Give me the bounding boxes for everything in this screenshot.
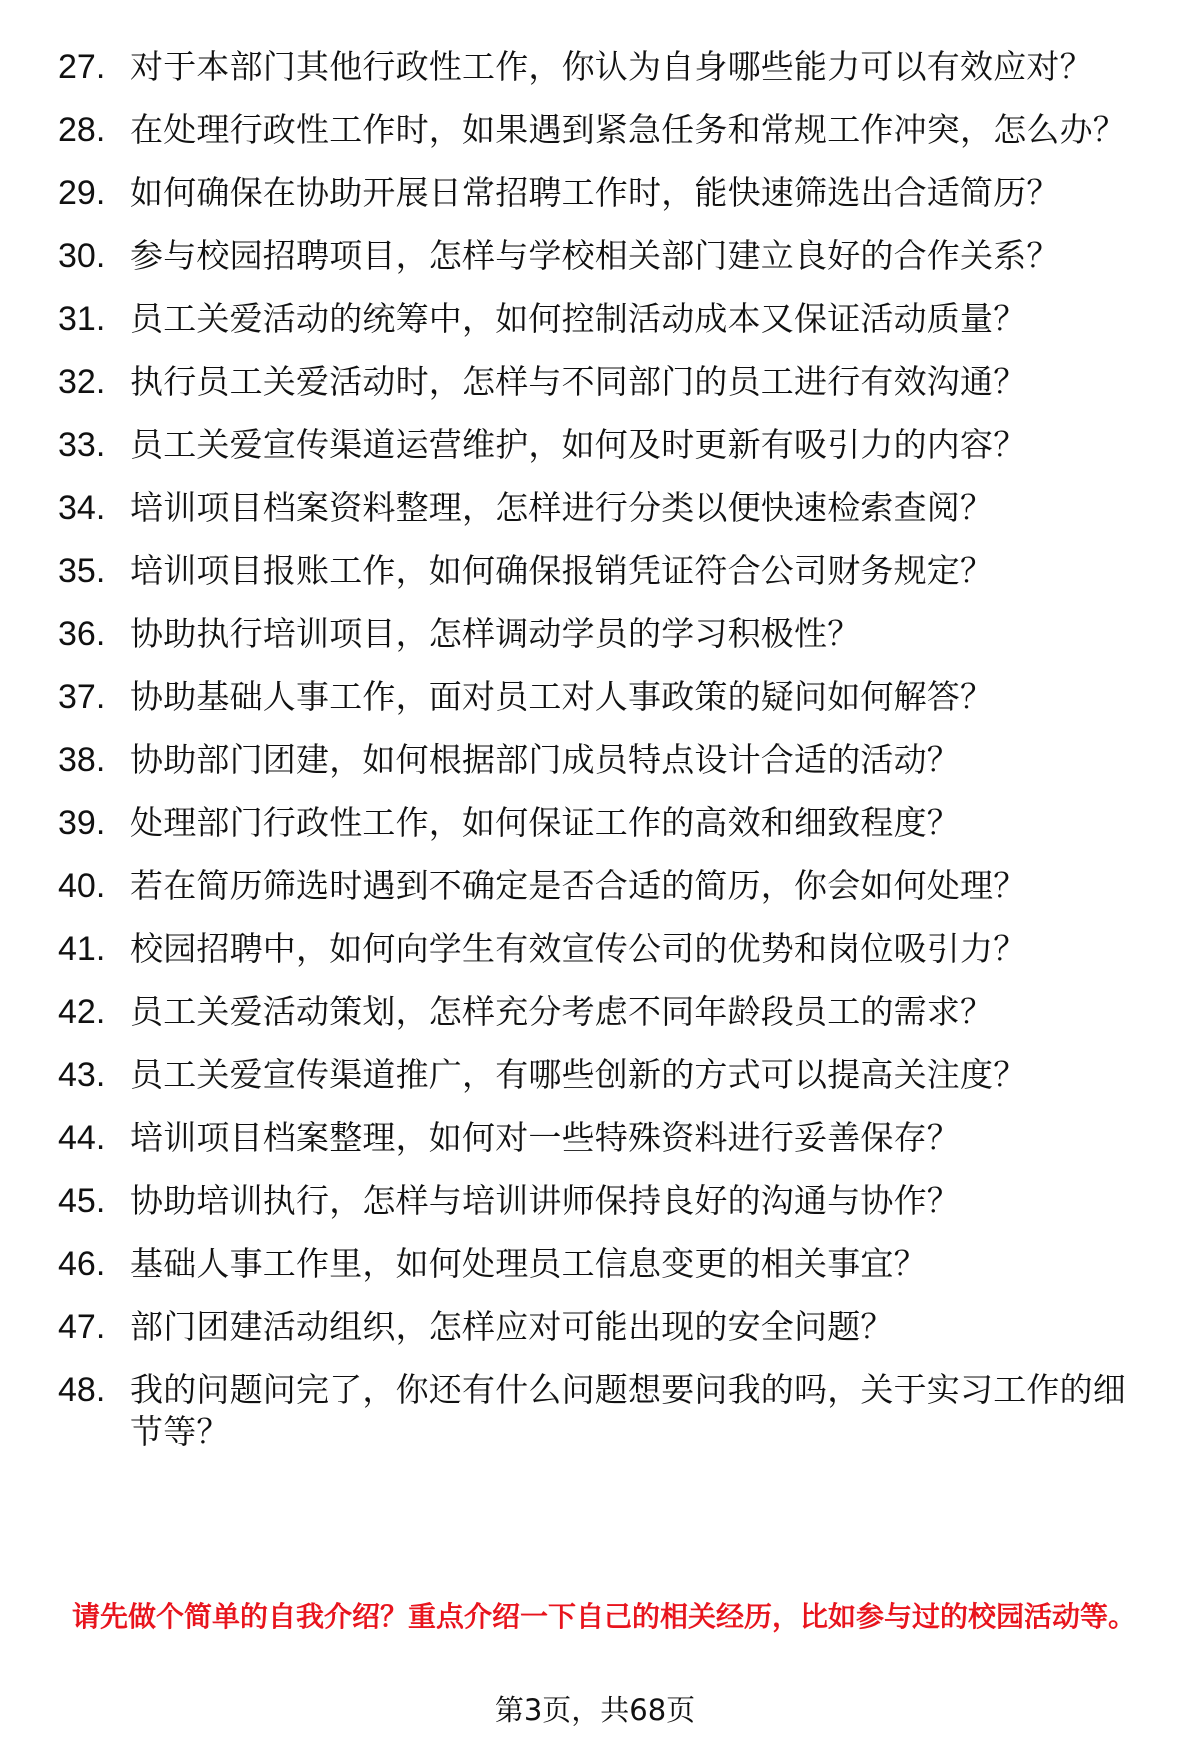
question-list <box>58 46 1148 1474</box>
question-text: 协助培训执行，怎样与培训讲师保持良好的沟通与协作？ <box>130 1181 960 1220</box>
question-item <box>58 1306 1148 1348</box>
question-number: 47. <box>58 1308 106 1346</box>
question-item <box>58 46 1148 88</box>
question-item <box>58 1369 1148 1453</box>
question-item <box>58 550 1148 592</box>
question-text: 员工关爱活动的统筹中，如何控制活动成本又保证活动质量？ <box>130 299 1027 338</box>
question-number: 41. <box>58 930 106 968</box>
question-text: 我的问题问完了，你还有什么问题想要问我的吗，关于实习工作的细节等？ <box>130 1370 1126 1451</box>
question-number: 40. <box>58 867 106 905</box>
question-number: 27. <box>58 48 106 86</box>
question-number: 42. <box>58 993 106 1031</box>
question-text: 员工关爱宣传渠道运营维护，如何及时更新有吸引力的内容？ <box>130 425 1027 464</box>
question-number: 31. <box>58 300 106 338</box>
question-number: 35. <box>58 552 106 590</box>
question-text: 员工关爱活动策划，怎样充分考虑不同年龄段员工的需求？ <box>130 992 994 1031</box>
question-number: 29. <box>58 174 106 212</box>
question-text: 协助部门团建，如何根据部门成员特点设计合适的活动？ <box>130 740 960 779</box>
question-number: 48. <box>58 1371 106 1409</box>
question-item <box>58 235 1148 277</box>
highlight-tip: 请先做个简单的自我介绍？重点介绍一下自己的相关经历，比如参与过的校园活动等。 <box>72 1600 1137 1633</box>
question-item <box>58 865 1148 907</box>
question-text: 培训项目报账工作，如何确保报销凭证符合公司财务规定？ <box>130 551 994 590</box>
question-text: 协助基础人事工作，面对员工对人事政策的疑问如何解答？ <box>130 677 994 716</box>
question-item <box>58 1180 1148 1222</box>
question-number: 30. <box>58 237 106 275</box>
question-number: 34. <box>58 489 106 527</box>
question-number: 45. <box>58 1182 106 1220</box>
question-item <box>58 424 1148 466</box>
question-number: 38. <box>58 741 106 779</box>
page-footer: 第3页，共68页 <box>494 1693 696 1727</box>
question-item <box>58 613 1148 655</box>
question-item <box>58 487 1148 529</box>
question-item <box>58 1117 1148 1159</box>
question-text: 基础人事工作里，如何处理员工信息变更的相关事宜？ <box>130 1244 927 1283</box>
question-text: 如何确保在协助开展日常招聘工作时，能快速筛选出合适简历？ <box>130 173 1060 212</box>
question-item <box>58 172 1148 214</box>
question-text: 处理部门行政性工作，如何保证工作的高效和细致程度？ <box>130 803 960 842</box>
question-item <box>58 739 1148 781</box>
question-number: 46. <box>58 1245 106 1283</box>
question-text: 执行员工关爱活动时，怎样与不同部门的员工进行有效沟通？ <box>130 362 1027 401</box>
question-number: 36. <box>58 615 106 653</box>
question-item <box>58 361 1148 403</box>
question-text: 协助执行培训项目，怎样调动学员的学习积极性？ <box>130 614 861 653</box>
question-text: 在处理行政性工作时，如果遇到紧急任务和常规工作冲突，怎么办？ <box>130 110 1126 149</box>
question-text: 对于本部门其他行政性工作，你认为自身哪些能力可以有效应对？ <box>130 47 1093 86</box>
question-number: 44. <box>58 1119 106 1157</box>
question-text: 校园招聘中，如何向学生有效宣传公司的优势和岗位吸引力？ <box>130 929 1027 968</box>
question-text: 员工关爱宣传渠道推广，有哪些创新的方式可以提高关注度？ <box>130 1055 1027 1094</box>
question-item <box>58 991 1148 1033</box>
question-text: 培训项目档案整理，如何对一些特殊资料进行妥善保存？ <box>130 1118 960 1157</box>
question-number: 43. <box>58 1056 106 1094</box>
question-item <box>58 676 1148 718</box>
question-text: 若在简历筛选时遇到不确定是否合适的简历，你会如何处理？ <box>130 866 1027 905</box>
question-item <box>58 109 1148 151</box>
question-text: 培训项目档案资料整理，怎样进行分类以便快速检索查阅？ <box>130 488 994 527</box>
question-number: 37. <box>58 678 106 716</box>
question-text: 参与校园招聘项目，怎样与学校相关部门建立良好的合作关系？ <box>130 236 1060 275</box>
question-item <box>58 928 1148 970</box>
question-number: 32. <box>58 363 106 401</box>
question-number: 28. <box>58 111 106 149</box>
question-text: 部门团建活动组织，怎样应对可能出现的安全问题？ <box>130 1307 894 1346</box>
question-item <box>58 298 1148 340</box>
question-number: 33. <box>58 426 106 464</box>
question-item <box>58 1054 1148 1096</box>
question-number: 39. <box>58 804 106 842</box>
question-item <box>58 1243 1148 1285</box>
question-item <box>58 802 1148 844</box>
